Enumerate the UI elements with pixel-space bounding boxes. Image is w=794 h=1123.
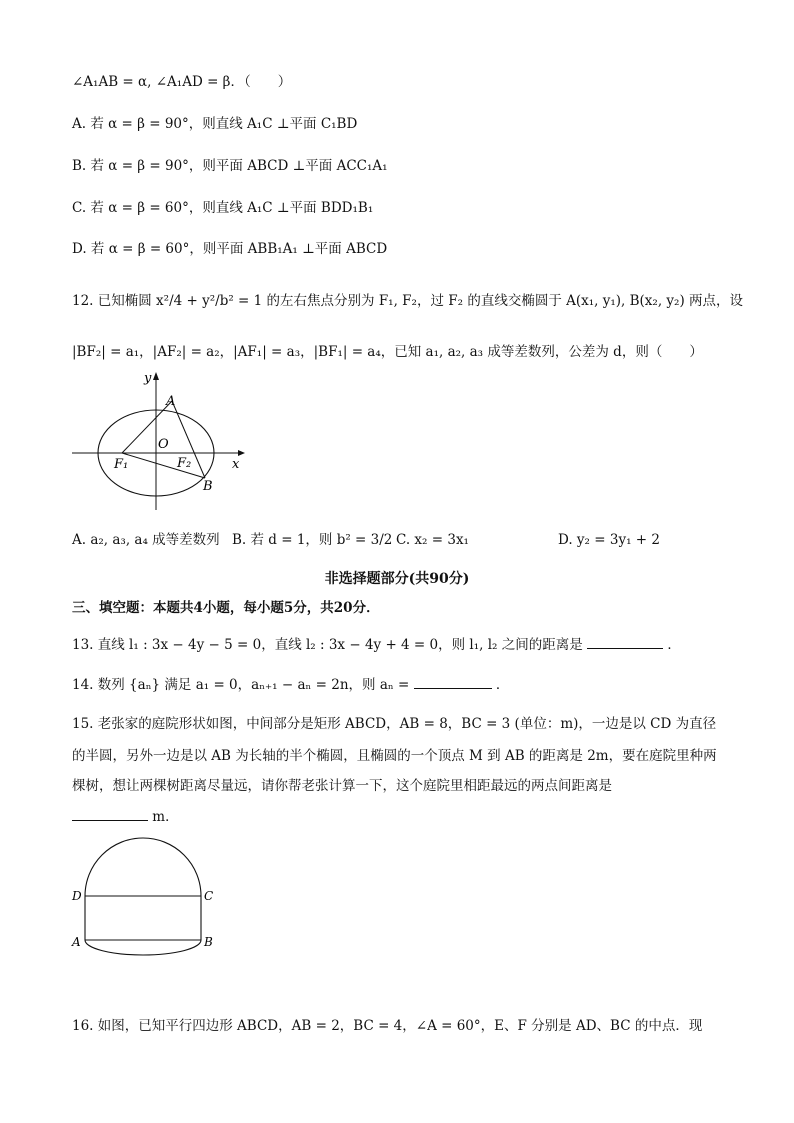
q11-stem-tail: ∠A₁AB = α, ∠A₁AD = β．（ ）: [72, 74, 292, 90]
q13-answer-blank[interactable]: [587, 634, 663, 649]
q11-option-b: B. 若 α = β = 90°，则平面 ABCD ⊥平面 ACC₁A₁: [72, 158, 388, 174]
q14: [72, 674, 509, 695]
q15-unit: m．: [152, 809, 179, 825]
q14-answer-blank[interactable]: [414, 674, 492, 689]
q15-line1: 15. 老张家的庭院形状如图，中间部分是矩形 ABCD，AB = 8，BC = 3 (单位：m)，一边是以 CD 为直径: [72, 716, 717, 732]
label-f2: F₂: [177, 456, 192, 471]
label-o: O: [158, 437, 169, 452]
courtyard-figure: [66, 836, 226, 961]
label-a: A: [72, 935, 81, 949]
label-d: D: [72, 889, 82, 903]
q12-option-b: B. 若 d = 1，则 b² = 3/2: [232, 532, 393, 548]
y-axis-arrow: [153, 372, 159, 380]
q12-line2: |BF₂| = a₁，|AF₂| = a₂，|AF₁| = a₃，|BF₁| = a₄，已知 a₁, a₂, a₃ 成等差数列，公差为 d，则（ ）: [72, 344, 703, 360]
label-c: C: [204, 889, 214, 903]
q14-end: ．: [495, 677, 510, 693]
q13: [72, 634, 681, 655]
segment-f1-b: [122, 453, 205, 478]
section-title: 非选择题部分(共90分): [324, 571, 470, 587]
q13-end: ．: [667, 637, 681, 653]
x-axis-arrow: [238, 450, 245, 456]
q12-line1: 12. 已知椭圆 x²/4 + y²/b² = 1 的左右焦点分别为 F₁, F₂，过 F₂ 的直线交椭圆于 A(x₁, y₁), B(x₂, y₂) 两点，设: [72, 293, 744, 309]
q11-option-d: D. 若 α = β = 60°，则平面 ABB₁A₁ ⊥平面 ABCD: [72, 241, 388, 257]
q15-line4: [72, 806, 179, 827]
q15-line3: 棵树，想让两棵树距离尽量远，请你帮老张计算一下，这个庭院里相距最远的两点间距离是: [72, 778, 612, 794]
q15-line2: 的半圆，另外一边是以 AB 为长轴的半个椭圆，且椭圆的一个顶点 M 到 AB 的距离是 2m，要在庭院里种两: [72, 748, 717, 764]
q11-option-a: A. 若 α = β = 90°，则直线 A₁C ⊥平面 C₁BD: [72, 116, 358, 132]
label-f1: F₁: [114, 457, 129, 472]
q12-option-d: D. y₂ = 3y₁ + 2: [558, 532, 660, 548]
ellipse-figure: [70, 368, 250, 518]
label-a: A: [166, 394, 176, 409]
q12-option-a: A. a₂, a₃, a₄ 成等差数列: [72, 532, 220, 548]
q12-option-c: C. x₂ = 3x₁: [396, 532, 469, 548]
part3-heading: 三、填空题：本题共4小题，每小题5分，共20分．: [72, 600, 380, 616]
q13-text: 13. 直线 l₁ : 3x − 4y − 5 = 0，直线 l₂ : 3x − 4y + 4 = 0，则 l₁, l₂ 之间的距离是: [72, 637, 583, 653]
label-b: B: [204, 935, 213, 949]
half-ellipse: [85, 940, 201, 955]
q14-text: 14. 数列 {aₙ} 满足 a₁ = 0，aₙ₊₁ − aₙ = 2n，则 aₙ =: [72, 677, 410, 693]
q15-answer-blank[interactable]: [72, 806, 148, 821]
semicircle: [85, 838, 201, 896]
q11-option-c: C. 若 α = β = 60°，则直线 A₁C ⊥平面 BDD₁B₁: [72, 200, 374, 216]
label-x: x: [232, 457, 240, 472]
label-y: y: [144, 371, 152, 386]
label-b: B: [203, 479, 213, 494]
q16-line1: 16. 如图，已知平行四边形 ABCD，AB = 2，BC = 4，∠A = 60°，E、F 分别是 AD、BC 的中点．现: [72, 1018, 703, 1034]
